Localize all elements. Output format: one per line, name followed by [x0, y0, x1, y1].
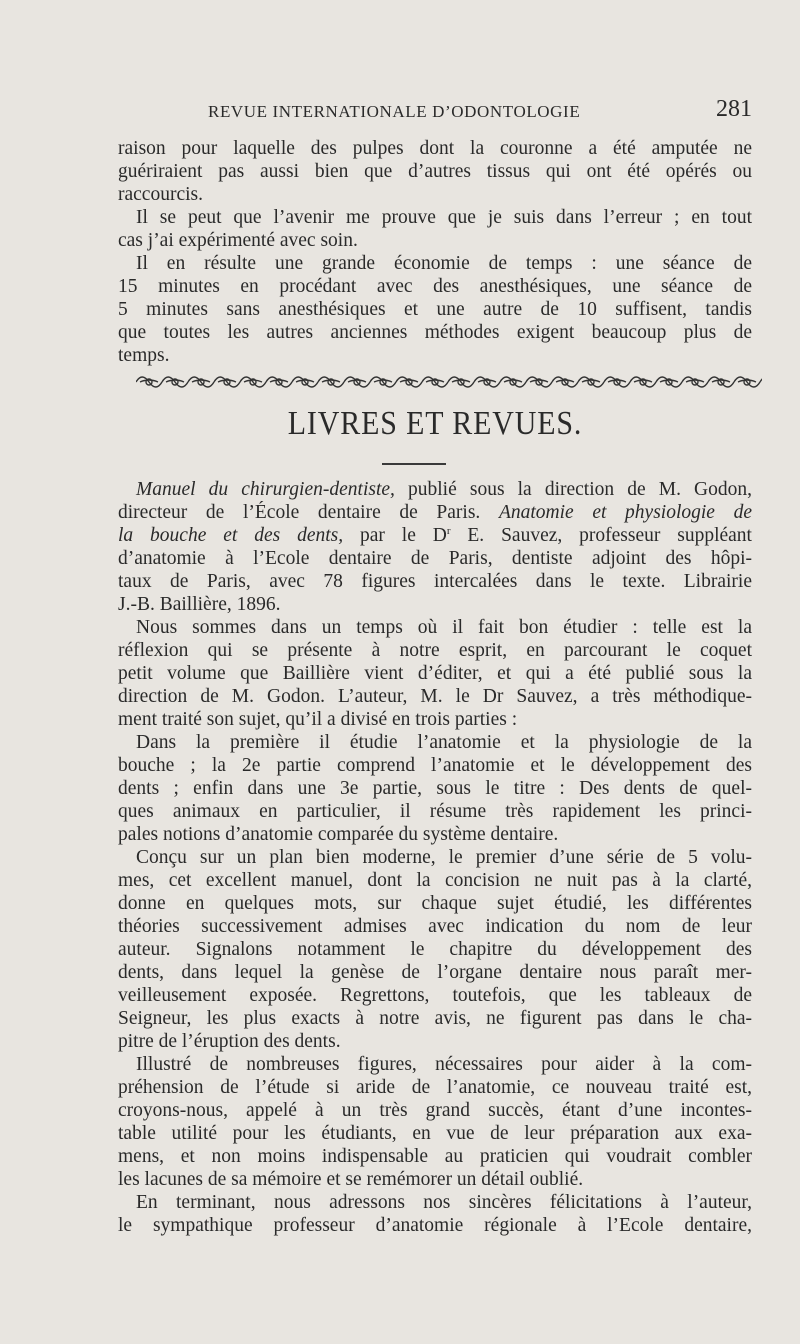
text-line: En terminant, nous adressons nos sincères félicitations à l’auteur,	[136, 1192, 752, 1213]
running-head	[116, 96, 752, 124]
text-line: Nous sommes dans un temps où il fait bon étudier : telle est la	[136, 617, 752, 638]
text-line: réflexion qui se présente à notre esprit, en parcourant le coquet	[118, 640, 752, 661]
text-line: auteur. Signalons notamment le chapitre du développement des	[118, 939, 752, 960]
running-title: REVUE INTERNATIONALE D’ODONTOLOGIE	[208, 102, 581, 121]
page-number: 281	[716, 96, 752, 122]
text-line: bouche ; la 2e partie comprend l’anatomie et le développement des	[118, 755, 752, 776]
text-line: préhension de l’étude si aride de l’anatomie, ce nouveau traité est,	[118, 1077, 752, 1098]
text-line: les lacunes de sa mémoire et se remémorer un détail oublié.	[118, 1169, 584, 1190]
decorative-ornament-band	[136, 371, 762, 393]
text-line: Dans la première il étudie l’anatomie et la physiologie de la	[136, 732, 752, 753]
section-title: LIVRES ET REVUES.	[287, 405, 583, 442]
text-line: Il se peut que l’avenir me prouve que je suis dans l’erreur ; en tout	[136, 207, 752, 228]
book-title: Manuel du chirurgien-dentiste,	[136, 479, 395, 500]
title-rule	[382, 463, 446, 465]
citation-line-2: directeur de l’École dentaire de Paris. Anatomie et physiologie de	[118, 502, 752, 523]
text-line: pitre de l’éruption des dents.	[118, 1031, 341, 1052]
text-line: table utilité pour les étudiants, en vue de leur préparation aux exa-	[118, 1123, 752, 1144]
review-citation	[118, 478, 752, 616]
text-line: veilleusement exposée. Regrettons, toutefois, que les tableaux de	[118, 985, 752, 1006]
text-line: théories successivement admises avec indication du nom de leur	[118, 916, 752, 937]
text-line: raccourcis.	[118, 184, 203, 205]
text-line: ment traité son sujet, qu’il a divisé en trois parties :	[118, 709, 518, 730]
citation-line-5: taux de Paris, avec 78 figures intercalées dans le texte. Librairie	[118, 571, 752, 592]
text-line: donne en quelques mots, sur chaque sujet étudié, les différentes	[118, 893, 752, 914]
text-line: 15 minutes en procédant avec des anesthésiques, une séance de	[118, 276, 752, 297]
text-line: mes, cet excellent manuel, dont la concision ne nuit pas à la clarté,	[118, 870, 752, 891]
text-line: pales notions d’anatomie comparée du système dentaire.	[118, 824, 559, 845]
citation-line-4: d’anatomie à l’Ecole dentaire de Paris, dentiste adjoint des hôpi-	[118, 548, 752, 569]
book-subtitle: Anatomie et physiologie de	[498, 502, 752, 523]
review-body	[118, 616, 752, 1237]
text-line: dents ; enfin dans une 3e partie, sous le titre : Des dents de quel-	[118, 778, 752, 799]
text-line: ques animaux en particulier, il résume très rapidement les princi-	[118, 801, 752, 822]
citation-line-1: Manuel du chirurgien-dentiste, publié sous la direction de M. Godon,	[136, 479, 752, 500]
text-line: petit volume que Baillière vient d’éditer, et qui a été publié sous la	[118, 663, 752, 684]
text-line: temps.	[118, 345, 170, 366]
top-paragraphs	[118, 137, 752, 367]
text-line: Illustré de nombreuses figures, nécessaires pour aider à la com-	[136, 1054, 752, 1075]
text-line: cas j’ai expérimenté avec soin.	[118, 230, 358, 251]
text-line: direction de M. Godon. L’auteur, M. le Dr Sauvez, a très méthodique-	[118, 686, 752, 707]
text-line: Conçu sur un plan bien moderne, le premier d’une série de 5 volu-	[136, 847, 752, 868]
text-line: mens, et non moins indispensable au praticien qui voudrait combler	[118, 1146, 752, 1167]
text-line: dents, dans lequel la genèse de l’organe dentaire nous paraît mer-	[118, 962, 752, 983]
text-line: raison pour laquelle des pulpes dont la couronne a été amputée ne	[118, 138, 752, 159]
text-line: que toutes les autres anciennes méthodes exigent beaucoup plus de	[118, 322, 752, 343]
citation-line-3: la bouche et des dents, par le $D^r$ E. Sauvez, professeur suppléant	[118, 525, 752, 546]
text-line: guériraient pas aussi bien que d’autres tissus qui ont été opérés ou	[118, 161, 752, 182]
text-line: 5 minutes sans anesthésiques et une autre de 10 suffisent, tandis	[118, 299, 752, 320]
text-line: Il en résulte une grande économie de temps : une séance de	[136, 253, 752, 274]
citation-line-6: J.-B. Baillière, 1896.	[118, 594, 281, 615]
text-line: le sympathique professeur d’anatomie régionale à l’Ecole dentaire,	[118, 1215, 752, 1236]
text-line: croyons-nous, appelé à un très grand succès, étant d’une incontes-	[118, 1100, 752, 1121]
text-line: Seigneur, les plus exacts à notre avis, ne figurent pas dans le cha-	[118, 1008, 752, 1029]
